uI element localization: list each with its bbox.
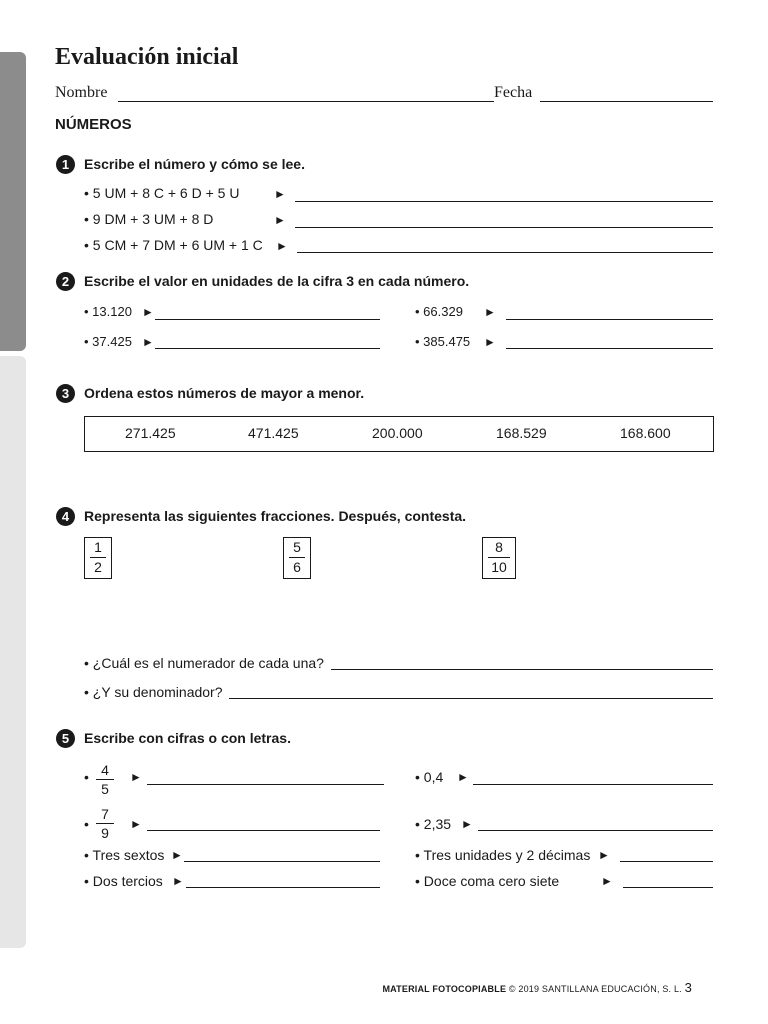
fraction-box-1: 1 2 (84, 537, 112, 579)
q2-answer-line-1[interactable] (155, 319, 380, 320)
fecha-label: Fecha (494, 84, 533, 101)
number-1: 271.425 (125, 425, 176, 441)
nombre-field[interactable] (118, 101, 494, 102)
q1-answer-line-3[interactable] (297, 252, 713, 253)
arrow-icon: ► (142, 335, 154, 349)
section-heading: NÚMEROS (55, 116, 132, 133)
q5-item-tres-unidades: • Tres unidades y 2 décimas (415, 847, 591, 863)
q5-item-dos-tercios: • Dos tercios (84, 873, 163, 889)
fraction-box-3: 8 10 (482, 537, 516, 579)
question-5-text: Escribe con cifras o con letras. (84, 730, 291, 746)
arrow-icon: ► (601, 874, 613, 888)
arrow-icon: ► (484, 305, 496, 319)
side-tab-light (0, 356, 26, 948)
q1-item-1: • 5 UM + 8 C + 6 D + 5 U (84, 185, 240, 201)
number-4: 168.529 (496, 425, 547, 441)
q2-answer-line-4[interactable] (506, 348, 713, 349)
q5-item-tres-sextos: • Tres sextos (84, 847, 165, 863)
arrow-icon: ► (130, 770, 142, 784)
q5-answer-line-7[interactable] (186, 887, 380, 888)
arrow-icon: ► (276, 239, 288, 253)
footer-copyright: © 2019 SANTILLANA EDUCACIÓN, S. L. (508, 984, 682, 994)
question-4-text: Representa las siguientes fracciones. Después, contesta. (84, 508, 467, 524)
q5-answer-line-5[interactable] (184, 861, 380, 862)
arrow-icon: ► (484, 335, 496, 349)
arrow-icon: ► (172, 874, 184, 888)
q2-item-4: • 385.475 (415, 334, 471, 349)
fecha-field[interactable] (540, 101, 713, 102)
side-tab-dark (0, 52, 26, 351)
question-5-badge: 5 (56, 729, 75, 748)
q5-answer-line-3[interactable] (147, 830, 380, 831)
question-4-badge: 4 (56, 507, 75, 526)
question-1-badge: 1 (56, 155, 75, 174)
page-title: Evaluación inicial (55, 44, 239, 70)
q2-item-1: • 13.120 (84, 304, 132, 319)
q5-answer-line-6[interactable] (620, 861, 713, 862)
q5-answer-line-4[interactable] (478, 830, 713, 831)
q5-answer-line-1[interactable] (147, 784, 384, 785)
q1-answer-line-2[interactable] (295, 227, 713, 228)
q4-answer-line-1[interactable] (331, 669, 713, 670)
q5-item-0-4: • 0,4 (415, 769, 444, 785)
q2-answer-line-2[interactable] (155, 348, 380, 349)
q5-bullet-2: • (84, 816, 89, 832)
numbers-box (84, 416, 714, 452)
q1-item-3: • 5 CM + 7 DM + 6 UM + 1 C (84, 237, 263, 253)
q4-answer-line-2[interactable] (229, 698, 713, 699)
question-3-text: Ordena estos números de mayor a menor. (84, 385, 365, 401)
q2-item-3: • 66.329 (415, 304, 463, 319)
arrow-icon: ► (461, 817, 473, 831)
q4-question-1: • ¿Cuál es el numerador de cada una? (84, 655, 324, 671)
number-3: 200.000 (372, 425, 423, 441)
question-1-text: Escribe el número y cómo se lee. (84, 156, 305, 172)
arrow-icon: ► (457, 770, 469, 784)
footer (382, 980, 692, 995)
q2-answer-line-3[interactable] (506, 319, 713, 320)
page-number: 3 (684, 980, 692, 995)
q5-bullet-1: • (84, 769, 89, 785)
q5-answer-line-2[interactable] (473, 784, 713, 785)
footer-label: MATERIAL FOTOCOPIABLE (382, 984, 507, 994)
nombre-label: Nombre (55, 84, 108, 101)
fraction-box-2: 5 6 (283, 537, 311, 579)
q5-fraction-2: 7 9 (96, 805, 114, 842)
arrow-icon: ► (598, 848, 610, 862)
q5-item-2-35: • 2,35 (415, 816, 452, 832)
question-3-badge: 3 (56, 384, 75, 403)
q2-item-2: • 37.425 (84, 334, 132, 349)
number-5: 168.600 (620, 425, 671, 441)
q5-fraction-1: 4 5 (96, 761, 114, 798)
q4-question-2: • ¿Y su denominador? (84, 684, 223, 700)
q1-answer-line-1[interactable] (295, 201, 713, 202)
arrow-icon: ► (142, 305, 154, 319)
number-2: 471.425 (248, 425, 299, 441)
q5-answer-line-8[interactable] (623, 887, 713, 888)
q1-item-2: • 9 DM + 3 UM + 8 D (84, 211, 214, 227)
arrow-icon: ► (274, 213, 286, 227)
question-2-badge: 2 (56, 272, 75, 291)
q5-item-doce-coma: • Doce coma cero siete (415, 873, 560, 889)
arrow-icon: ► (274, 187, 286, 201)
question-2-text: Escribe el valor en unidades de la cifra 3 en cada número. (84, 273, 470, 289)
arrow-icon: ► (130, 817, 142, 831)
arrow-icon: ► (171, 848, 183, 862)
